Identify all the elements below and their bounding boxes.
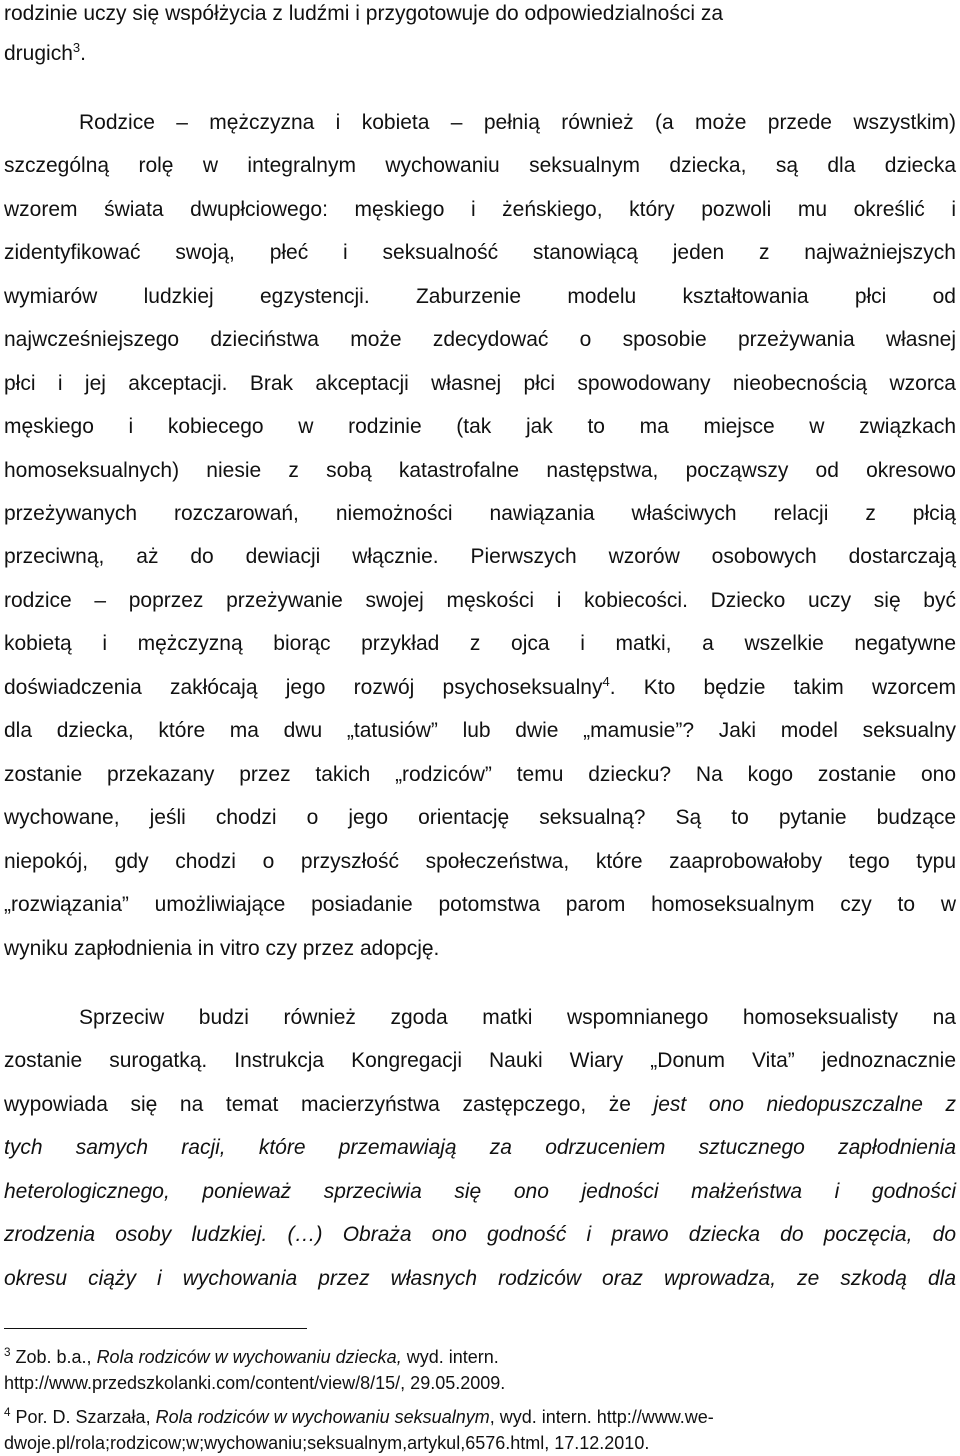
italic-span: Rola rodziców w wychowaniu seksualnym: [155, 1407, 490, 1427]
text-span: homoseksualnych) niesie z sobą katastrofalne następstwa, począwszy od okresowo: [4, 459, 956, 482]
text-span: „rozwiązania” umożliwiające posiadanie potomstwa parom homoseksualnym czy to w: [4, 893, 956, 916]
text-span: , wyd. intern. http://www.we-: [489, 1407, 714, 1427]
text-span: zostanie surogatką. Instrukcja Kongregacji Nauki Wiary „Donum Vita” jednoznacznie: [4, 1049, 956, 1072]
text-span: wymiarów ludzkiej egzystencji. Zaburzenie modelu kształtowania płci od: [4, 285, 956, 308]
text-line: [4, 412, 956, 442]
text-line: [4, 847, 956, 877]
text-line: [4, 1177, 956, 1207]
text-line: [4, 629, 956, 659]
footnote-line: [4, 1431, 956, 1455]
text-span: rodzice – poprzez przeżywanie swojej męskości i kobiecości. Dziecko uczy się być: [4, 589, 956, 612]
text-line: [4, 716, 956, 746]
text-span: http://www.przedszkolanki.com/content/view/8/15/, 29.05.2009.: [4, 1373, 506, 1393]
footnote-ref: 4: [4, 1406, 11, 1419]
text-span: doświadczenia zakłócają jego rozwój psychoseksualny: [4, 676, 603, 699]
text-line: [4, 282, 956, 312]
text-line: [4, 238, 956, 268]
text-line: [4, 1264, 956, 1294]
text-span: przeciwną, aż do dewiacji włącznie. Pierwszych wzorów osobowych dostarczają: [4, 545, 956, 568]
text-line: [4, 1220, 956, 1250]
text-span: niepokój, gdy chodzi o przyszłość społeczeństwa, które zaaprobowałoby tego typu: [4, 850, 956, 873]
text-span: Por. D. Szarzała,: [10, 1407, 156, 1427]
text-line: [4, 1090, 956, 1120]
text-span: .: [80, 42, 86, 65]
italic-span: tych samych racji, które przemawiają za odrzuceniem sztucznego zapłodnienia: [4, 1136, 956, 1159]
text-span: zidentyfikować swoją, płeć i seksualność stanowiącą jeden z najważniejszych: [4, 241, 956, 264]
text-line: [4, 890, 956, 920]
text-span: wyd. intern.: [401, 1347, 499, 1367]
text-span: najwcześniejszego dzieciństwa może zdecydować o sposobie przeżywania własnej: [4, 328, 956, 351]
text-span: . Kto będzie takim wzorcem: [609, 676, 956, 699]
italic-span: zrodzenia osoby ludzkiej. (…) Obraża ono godność i prawo dziecka do poczęcia, do: [4, 1223, 956, 1246]
footnote-line: [4, 1405, 956, 1429]
text-line: [4, 39, 956, 69]
text-line: [4, 1133, 956, 1163]
text-line: [4, 803, 956, 833]
italic-span: heterologicznego, ponieważ sprzeciwia się ono jedności małżeństwa i godności: [4, 1180, 956, 1203]
footnote-ref: 4: [602, 674, 610, 689]
italic-span: jest ono niedopuszczalne z: [653, 1093, 956, 1116]
text-span: dla dziecka, które ma dwu „tatusiów” lub dwie „mamusie”? Jaki model seksualny: [4, 719, 956, 742]
text-span: wzorem świata dwupłciowego: męskiego i żeńskiego, który pozwoli mu określić i: [4, 198, 956, 221]
text-span: drugich: [4, 42, 73, 65]
text-line: [79, 108, 956, 138]
footnote-separator: [4, 1328, 307, 1329]
text-span: Zob. b.a.,: [10, 1347, 97, 1367]
text-span: wypowiada się na temat macierzyństwa zastępczego, że: [4, 1093, 654, 1116]
footnote-line: [4, 1371, 956, 1395]
footnote-ref: 3: [4, 1346, 11, 1359]
text-line: [4, 0, 956, 29]
text-span: męskiego i kobiecego w rodzinie (tak jak to ma miejsce w związkach: [4, 415, 956, 438]
text-line: [4, 760, 956, 790]
text-span: rodzinie uczy się współżycia z ludźmi i przygotowuje do odpowiedzialności za: [4, 2, 724, 25]
text-span: zostanie przekazany przez takich „rodziców” temu dziecku? Na kogo zostanie ono: [4, 763, 956, 786]
text-line: [4, 934, 956, 964]
italic-span: Rola rodziców w wychowaniu dziecka,: [96, 1347, 402, 1367]
text-line: [4, 456, 956, 486]
text-line: [4, 151, 956, 181]
text-line: [4, 325, 956, 355]
text-line: [4, 195, 956, 225]
text-line: [4, 1046, 956, 1076]
footnote-line: [4, 1345, 956, 1369]
italic-span: okresu ciąży i wychowania przez własnych rodziców oraz wprowadza, ze szkodą dla: [4, 1267, 956, 1290]
text-line: [4, 542, 956, 572]
text-line: [4, 499, 956, 529]
text-span: płci i jej akceptacji. Brak akceptacji własnej płci spowodowany nieobecnością wzorca: [4, 372, 956, 395]
footnote-ref: 3: [72, 40, 81, 55]
text-line: [4, 369, 956, 399]
text-line: [79, 1003, 956, 1033]
text-span: wyniku zapłodnienia in vitro czy przez adopcję.: [4, 937, 440, 960]
text-line: [4, 673, 956, 703]
text-span: Rodzice – mężczyzna i kobieta – pełnią również (a może przede wszystkim): [79, 111, 956, 134]
text-span: przeżywanych rozczarowań, niemożności nawiązania właściwych relacji z płcią: [4, 502, 956, 525]
text-span: kobietą i mężczyzną biorąc przykład z ojca i matki, a wszelkie negatywne: [4, 632, 956, 655]
text-span: wychowane, jeśli chodzi o jego orientację seksualną? Są to pytanie budzące: [4, 806, 956, 829]
text-span: dwoje.pl/rola;rodzicow;w;wychowaniu;seksualnym,artykul,6576.html, 17.12.2010.: [4, 1433, 650, 1453]
text-line: [4, 586, 956, 616]
text-span: Sprzeciw budzi również zgoda matki wspomnianego homoseksualisty na: [79, 1006, 956, 1029]
text-span: szczególną rolę w integralnym wychowaniu seksualnym dziecka, są dla dziecka: [4, 154, 956, 177]
